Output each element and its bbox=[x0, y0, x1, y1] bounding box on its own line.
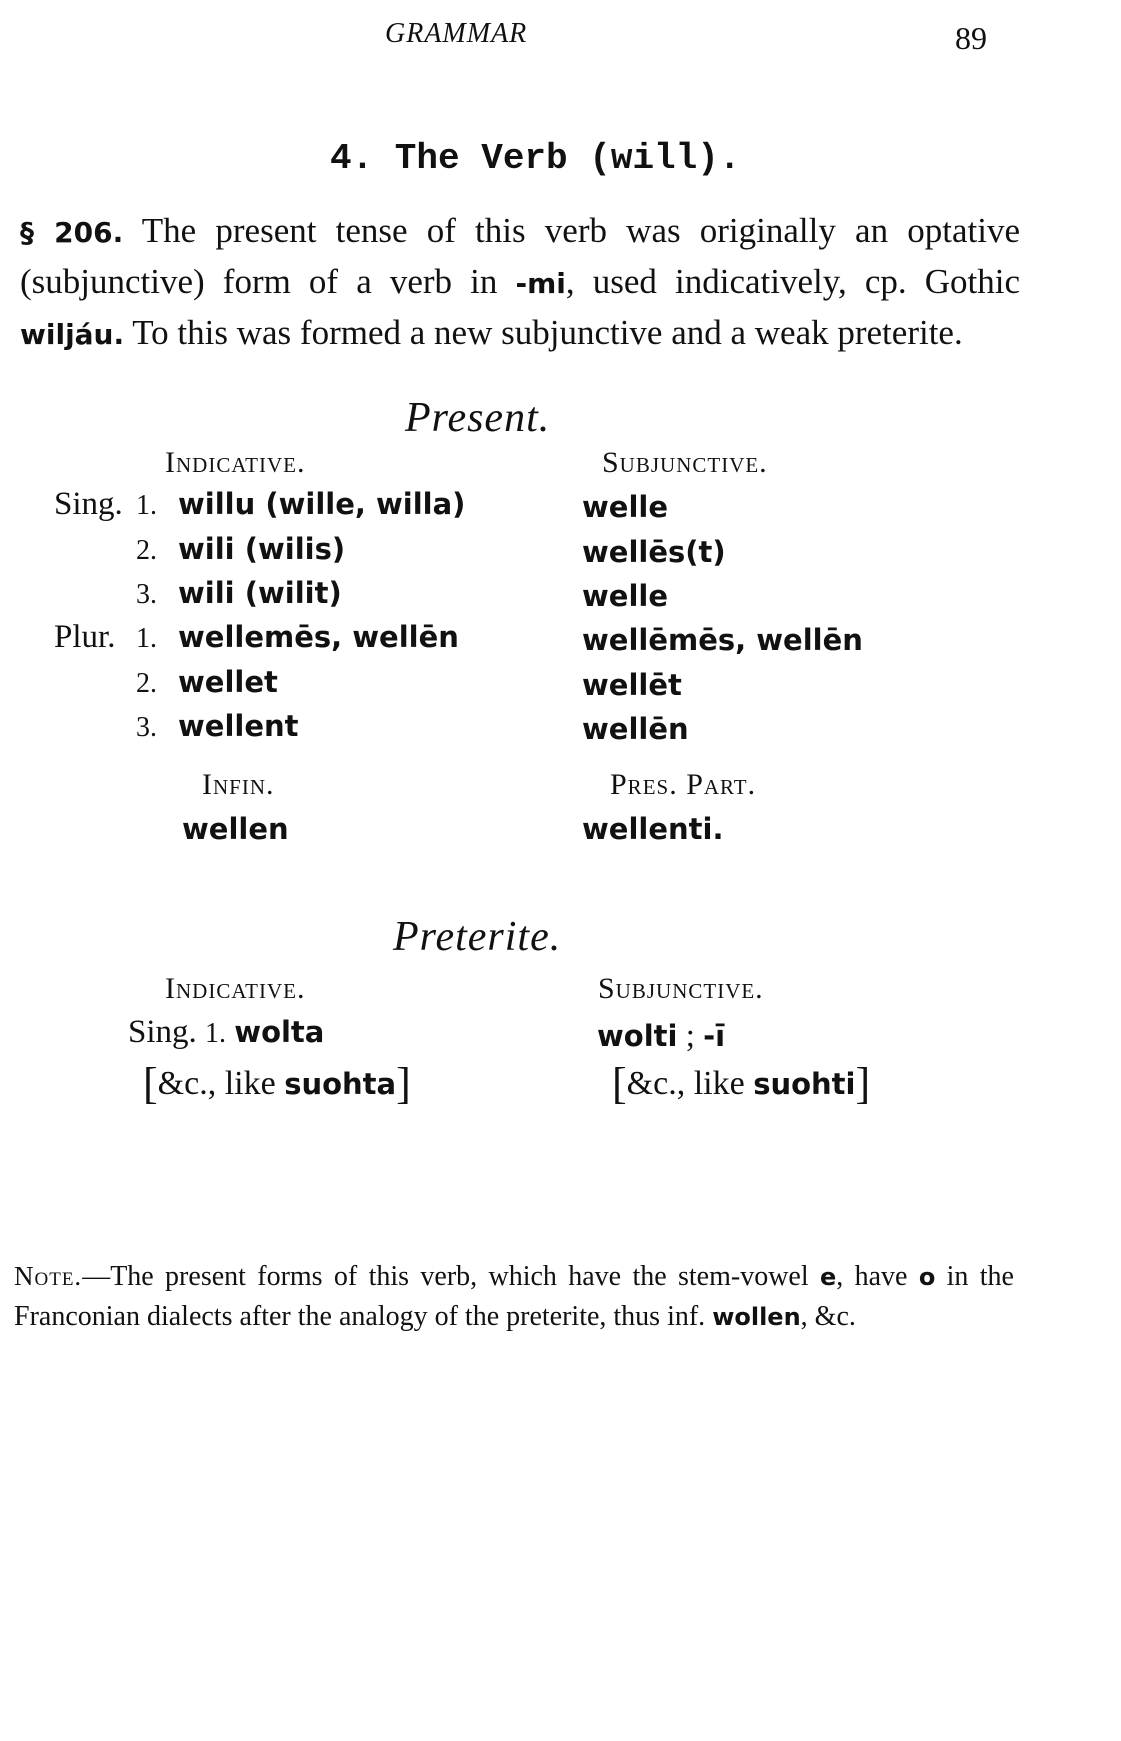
comparison-form: suohti bbox=[753, 1067, 856, 1101]
number-group-label: Sing. bbox=[128, 1014, 197, 1050]
subjunctive-form: welle bbox=[582, 579, 669, 613]
preterite-subjunctive-label: Subjunctive. bbox=[598, 972, 764, 1005]
subjunctive-form: welle bbox=[582, 490, 669, 524]
person-number: 2. bbox=[136, 668, 157, 699]
present-row bbox=[54, 531, 345, 568]
present-row bbox=[54, 664, 278, 701]
participle-label: Pres. Part. bbox=[610, 768, 757, 801]
note-term: o bbox=[918, 1263, 936, 1291]
indicative-form: willu (wille, willa) bbox=[178, 487, 466, 521]
note-text: in the Franconian dialects after the analogy of the preterite, thus inf. bbox=[14, 1261, 1014, 1332]
section-heading: 4. The Verb (will). bbox=[330, 138, 741, 179]
subjunctive-form: wellēn bbox=[582, 712, 689, 746]
note-text: , &c. bbox=[800, 1301, 856, 1332]
number-group-label: Sing. bbox=[54, 486, 123, 522]
paragraph-term: -mi bbox=[515, 267, 566, 300]
infinitive-label: Infin. bbox=[202, 768, 275, 801]
paragraph-text: , used indicatively, cp. Gothic bbox=[565, 262, 1021, 301]
present-subjunctive-label: Subjunctive. bbox=[602, 446, 768, 479]
subjunctive-bracket-note: [&c., like suohti] bbox=[612, 1059, 871, 1108]
footnote bbox=[14, 1256, 1014, 1337]
preterite-subjunctive-row bbox=[597, 1018, 725, 1055]
separator: ; bbox=[677, 1018, 704, 1054]
person-number: 3. bbox=[136, 579, 157, 610]
person-number: 1. bbox=[205, 1018, 227, 1049]
person-number: 1. bbox=[136, 490, 157, 521]
bracket-text: &c., like bbox=[157, 1065, 285, 1102]
number-group-label: Plur. bbox=[54, 619, 116, 655]
person-number: 1. bbox=[136, 623, 157, 654]
page-number: 89 bbox=[955, 20, 987, 56]
indicative-form: wolta bbox=[234, 1015, 325, 1049]
subjunctive-ending: -ī bbox=[703, 1019, 726, 1053]
note-label: Note. bbox=[14, 1261, 83, 1291]
note-text: —The present forms of this verb, which have the stem-vowel bbox=[82, 1261, 820, 1292]
person-number: 3. bbox=[136, 712, 157, 743]
indicative-form: wellent bbox=[178, 709, 299, 743]
section-paragraph bbox=[20, 206, 1020, 359]
indicative-form: wili (wilit) bbox=[178, 576, 342, 610]
preterite-row bbox=[128, 1014, 324, 1051]
gothic-form: wiljáu. bbox=[20, 318, 125, 351]
present-indicative-label: Indicative. bbox=[165, 446, 306, 479]
subjunctive-form: wellēmēs, wellēn bbox=[582, 623, 863, 657]
section-number: § 206. bbox=[20, 216, 124, 249]
note-term: e bbox=[819, 1263, 837, 1291]
preterite-indicative-label: Indicative. bbox=[165, 972, 306, 1005]
preterite-heading: Preterite. bbox=[393, 914, 562, 960]
bracket-text: &c., like bbox=[626, 1065, 754, 1102]
comparison-form: suohta bbox=[284, 1067, 397, 1101]
indicative-bracket-note: [&c., like suohta] bbox=[143, 1059, 411, 1108]
participle-form: wellenti. bbox=[582, 812, 724, 846]
person-number: 2. bbox=[136, 535, 157, 566]
paragraph-text: The present tense of this verb was originally an optative (subjunctive) form of a verb in bbox=[20, 211, 1020, 301]
indicative-form: wili (wilis) bbox=[178, 532, 346, 566]
indicative-form: wellemēs, wellēn bbox=[178, 620, 459, 654]
running-title: GRAMMAR bbox=[385, 18, 528, 49]
indicative-form: wellet bbox=[178, 665, 278, 699]
present-row bbox=[54, 486, 465, 523]
subjunctive-form: wellēs(t) bbox=[582, 535, 726, 569]
present-row bbox=[54, 619, 459, 656]
note-term: wollen bbox=[712, 1303, 801, 1331]
present-row bbox=[54, 708, 299, 745]
note-text: , have bbox=[836, 1261, 919, 1292]
paragraph-text: To this was formed a new subjunctive and a weak preterite. bbox=[124, 313, 963, 352]
subjunctive-form: wellēt bbox=[582, 668, 682, 702]
infinitive-form: wellen bbox=[182, 812, 289, 846]
present-row bbox=[54, 575, 342, 612]
subjunctive-form: wolti bbox=[597, 1019, 678, 1053]
present-heading: Present. bbox=[405, 395, 551, 441]
